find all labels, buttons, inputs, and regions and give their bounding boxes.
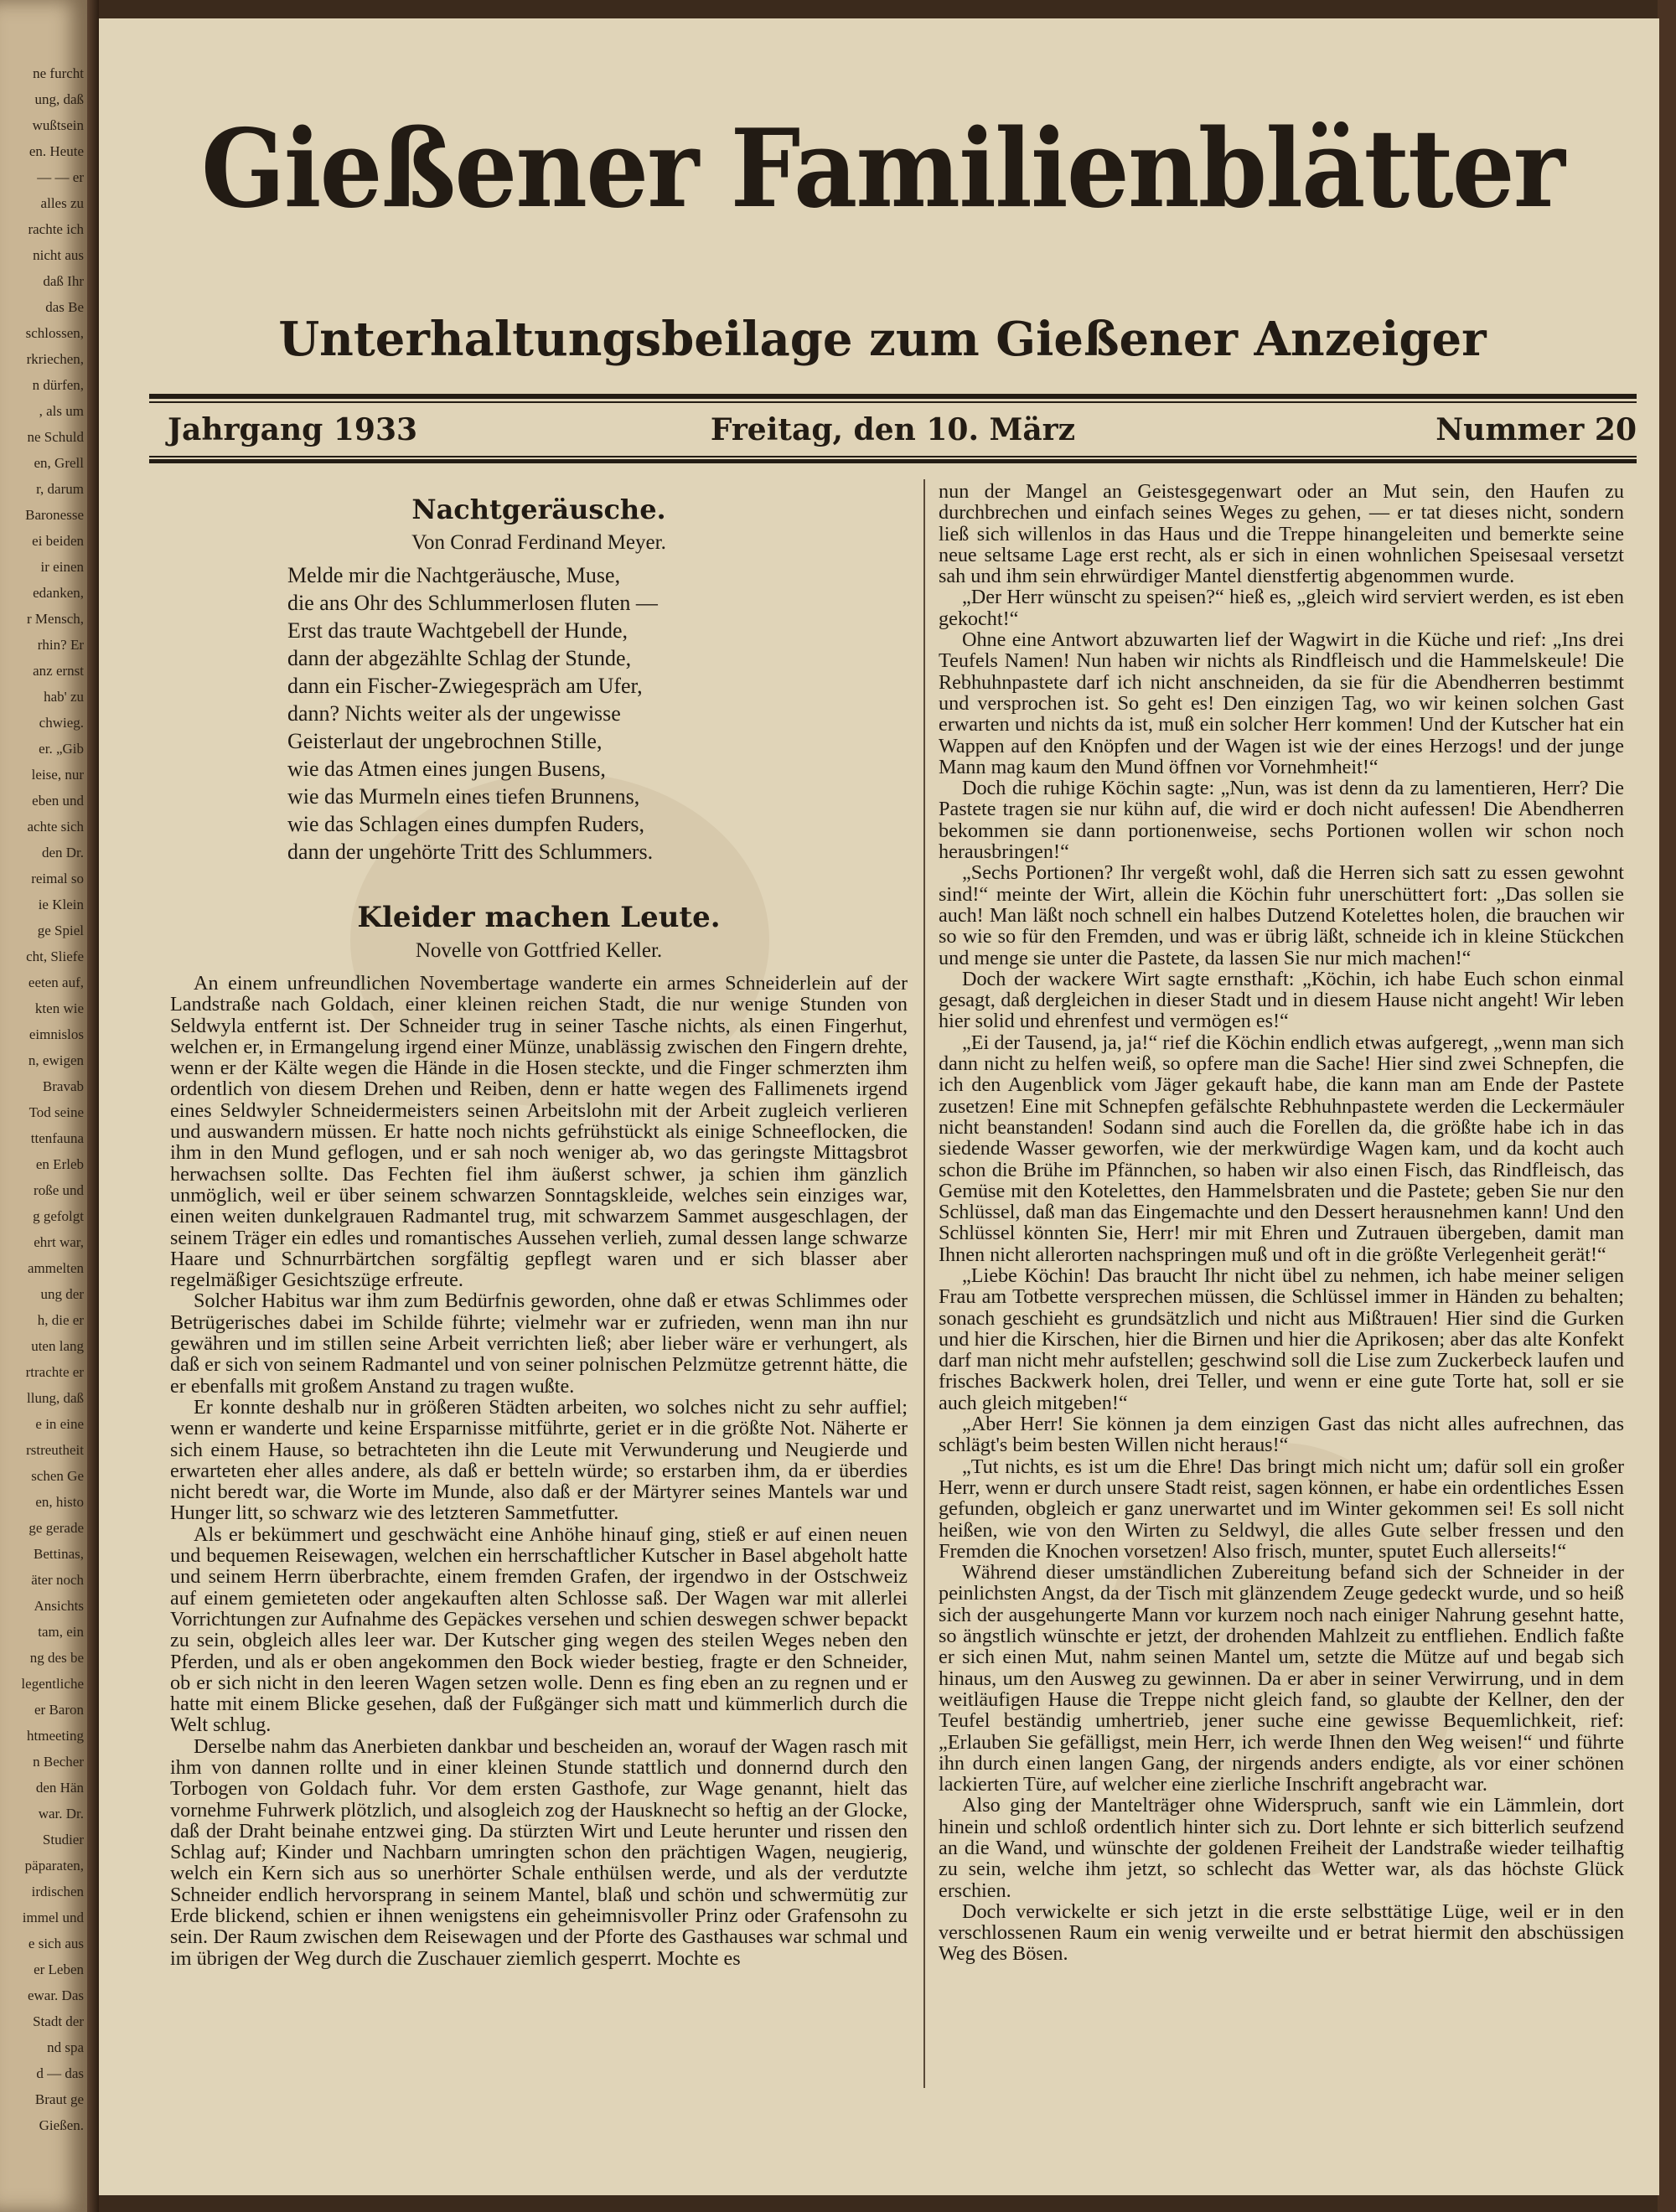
poem-line: wie das Murmeln eines tiefen Brunnens, [287, 784, 640, 809]
story-paragraph: Während dieser umständlichen Zubereitung befand sich der Schneider in der peinlichsten Angst, da der Tisch mit glänzendem Zeuge gedeckt wurde, und so heiß sich der ausgehungerte Mann vor kurzem noch nach einiger Nahrung gesehnt hatte, so ängstlich wünschte er jetzt, der drohenden Mahlzeit zu entfliehen. Endlich faßte er sich einen Mut, nahm seinen Mantel um, setzte die Mütze auf und begab sich hinaus, um den Ausweg zu gewinnen. Da er aber in seiner Verwirrung, und in dem weitläufigen Hause die Treppe nicht gleich fand, so glaubte der Kellner, den der Teufel beständig umhertrieb, jener suche eine gewisse Bequemlichkeit, rief: „Erlauben Sie gefälligst, mein Herr, ich werde Ihnen den Weg weisen!“ und führte ihn durch einen langen Gang, der nirgends anders endigte, als vor einer schönen lackierten Türe, auf welcher eine zierliche Inschrift angebracht war. [939, 1561, 1624, 1796]
previous-page-fragment: rkriechen, [26, 351, 84, 367]
story-paragraph: nun der Mangel an Geistesgegenwart oder an Mut sein, den Haufen zu durchbrechen und einfach seines Weges zu gehen, — er tat dieses nicht, sondern ließ sich willenlos in das Haus und die Treppe hinangeleiten und bemerkte seine neue seltsame Lage erst recht, als er sich in einen wohnlichen Speisesaal versetzt sah und ihm sein ehrwürdiger Mantel dienstfertig abgenommen wurde. [939, 480, 1624, 588]
previous-page-fragment: Bettinas, [34, 1546, 84, 1562]
previous-page-fragment: llung, daß [27, 1390, 84, 1406]
previous-page-fragment: g gefolgt [33, 1208, 84, 1224]
poem-author: Von Conrad Ferdinand Meyer. [411, 531, 666, 554]
issue-date: Freitag, den 10. März [710, 412, 1076, 447]
previous-page-fragment: ung, daß [34, 91, 84, 107]
previous-page-fragment: rachte ich [28, 221, 84, 237]
previous-page-edge [0, 0, 87, 2212]
story-title: Kleider machen Leute. [357, 901, 721, 934]
story-paragraph: Solcher Habitus war ihm zum Bedürfnis geworden, ohne daß er etwas Schlimmes oder Betrügerisches dabei im Schilde führte; vielmehr war er zufrieden, wenn man ihn nur gewähren und im stillen seine Arbeit verrichten ließ; aber lieber wäre er verhungert, als daß er sich von seinem Radmantel und von seiner polnischen Pelzmütze getrennt hätte, die er ebenfalls mit großem Anstand zu tragen wußte. [170, 1289, 908, 1398]
previous-page-fragment: roße und [34, 1182, 84, 1198]
previous-page-fragment: e sich aus [28, 1936, 84, 1951]
previous-page-fragment: den Hän [35, 1780, 84, 1796]
previous-page-fragment: ttenfauna [30, 1130, 84, 1146]
story-paragraph: An einem unfreundlichen Novembertage wanderte ein armes Schneiderlein auf der Landstraße nach Goldach, einer kleinen reichen Stadt, die nur wenige Stunden von Seldwyla entfernt ist. Der Schneider trug in seiner Tasche nichts, als einen Fingerhut, welchen er, in Ermangelung irgend einer Münze, unablässig zwischen den Fingern drehte, wenn er der Kälte wegen die Hände in die Hosen steckte, und die Finger schmerzten ihm ordentlich von diesem Drehen und Reiben, denn er hatte wegen des Fallimenets irgend eines Seldwyler Schneidermeisters seinen Arbeitslohn mit der Arbeit zugleich verlieren und auswandern müssen. Er hatte noch nichts gefrühstückt als einige Schneeflocken, die ihm in den Mund geflogen, und er sah noch weniger ab, wo das geringste Mittagsbrot herwachsen sollte. Das Fechten fiel ihm äußerst schwer, ja schien ihm gänzlich unmöglich, weil er über seinem schwarzen Sonntagskleide, welches sein einziges war, einen weiten dunkelgrauen Radmantel trug, mit schwarzem Sammet ausgeschlagen, der seinem Träger ein edles und romantisches Aussehen verlieh, zumal dessen lange schwarze Haare und Schnurrbärtchen sorgfältig gepflegt waren und er sich blasser aber regelmäßiger Gesichtszüge erfreute. [170, 972, 908, 1292]
poem-line: dann der abgezählte Schlag der Stunde, [287, 646, 632, 670]
previous-page-fragment: htmeeting [27, 1728, 84, 1744]
previous-page-fragment: ammelten [27, 1260, 84, 1276]
previous-page-fragment: ne furcht [33, 65, 84, 81]
poem-line: die ans Ohr des Schlummerlosen fluten — [287, 591, 658, 615]
book-edge [1658, 0, 1676, 2212]
previous-page-fragment: anz ernst [33, 663, 84, 679]
poem-line: wie das Atmen eines jungen Busens, [287, 757, 606, 781]
story-paragraph: „Tut nichts, es ist um die Ehre! Das bringt mich nicht um; dafür soll ein großer Herr, wenn er durch unsere Stadt reist, sagen können, er habe ein ordentliches Essen gefunden, obgleich er ganz unerwartet und im Winter gekommen sei! Es soll nicht heißen, wie von den Wirten zu Seldwyl, die alles Gute selber fressen und den Fremden die Knochen vorsetzen! Also frisch, munter, sputet Euch allerseits!“ [939, 1455, 1624, 1563]
previous-page-fragment: en Erleb [35, 1156, 84, 1172]
previous-page-fragment: Ansichts [34, 1598, 84, 1614]
poem-line: Melde mir die Nachtgeräusche, Muse, [287, 563, 621, 587]
previous-page-fragment: ge Spiel [37, 923, 84, 938]
previous-page-fragment: reimal so [31, 871, 84, 886]
previous-page-fragment: rstreutheit [26, 1442, 84, 1458]
previous-page-fragment: leise, nur [31, 767, 84, 783]
previous-page-fragment: ir einen [40, 559, 84, 575]
previous-page-fragment: — — er [37, 169, 84, 185]
previous-page-fragment: nd spa [47, 2039, 84, 2055]
previous-page-fragment: ung der [40, 1286, 84, 1302]
previous-page-fragment: kten wie [34, 1000, 84, 1016]
previous-page-fragment: chwieg. [39, 715, 84, 731]
previous-page-fragment: den Dr. [41, 845, 84, 861]
previous-page-fragment: eeten auf, [28, 974, 84, 990]
previous-page-fragment: nicht aus [33, 247, 84, 263]
story-paragraph: Doch verwickelte er sich jetzt in die erste selbsttätige Lüge, weil er in den verschlossenen Raum ein wenig verweilte und er betrat hiermit den abschüssigen Weg des Bösen. [939, 1899, 1624, 1966]
previous-page-fragment: legentliche [21, 1676, 84, 1692]
previous-page-fragment: das Be [45, 299, 84, 315]
previous-page-fragment: ne Schuld [27, 429, 84, 445]
previous-page-fragment: päparaten, [24, 1858, 84, 1873]
previous-page-fragment: e in eine [35, 1416, 84, 1432]
story-text-col1 [170, 973, 908, 1969]
volume-year: Jahrgang 1933 [168, 412, 418, 447]
previous-page-fragment: er. „Gib [39, 741, 84, 757]
previous-page-fragment: Braut ge [34, 2091, 84, 2107]
left-column [170, 479, 908, 1969]
previous-page-fragment: rhin? Er [37, 637, 84, 653]
story-paragraph: Er konnte deshalb nur in größeren Städten arbeiten, wo solches nicht zu sehr auffiel; wenn er wanderte und keine Ersparnisse mitführte, geriet er in die größte Not. Näherte er sich einem Hause, so betrachteten ihn die Leute mit Verwunderung und Neugierde und erwarteten eher alles andere, als daß er betteln würde; so erstarben ihm, da er überdies nicht beredt war, die Worte im Munde, also daß er der Märtyrer seines Mantels war und Hunger litt, so schwarz wie des letzteren Sammetfutter. [170, 1395, 908, 1525]
binding-gutter [87, 0, 99, 2212]
story-paragraph: Derselbe nahm das Anerbieten dankbar und bescheiden an, worauf der Wagen rasch mit ihm von dannen rollte und in einer kleinen Stunde stattlich und donnernd durch den Torbogen von Goldach fuhr. Vor dem ersten Gasthofe, zur Wage genannt, hielt das vornehme Fuhrwerk plötzlich, und alsogleich zog der Hausknecht so heftig an der Glocke, daß der Draht beinahe entzwei ging. Da stürzten Wirt und Leute herunter und rissen den Schlag auf; Kinder und Nachbarn umringten schon den prächtigen Wagen, neugierig, welch ein Kern sich aus so unerhörter Schale enthülsen werde, und als der verdutzte Schneider endlich hervorsprang in seinem Mantel, blaß und schön und schwermütig zur Erde blickend, schien er ihnen wenigstens ein geheimnisvoller Prinz oder Grafensohn zu sein. Der Raum zwischen dem Reisewagen und der Pforte des Gasthauses war schmal und im übrigen der Weg durch die Zuschauer ziemlich gesperrt. Mochte es [170, 1734, 908, 1970]
previous-page-fragment: ewar. Das [27, 1987, 84, 2003]
poem-line: Geisterlaut der ungebrochnen Stille, [287, 729, 603, 753]
previous-page-fragment: äter noch [31, 1572, 84, 1588]
previous-page-fragment: n Becher [33, 1754, 84, 1770]
previous-page-fragment: en, histo [35, 1494, 84, 1510]
poem-title: Nachtgeräusche. [411, 494, 666, 525]
previous-page-fragment: schlossen, [25, 325, 84, 341]
previous-page-fragment: daß Ihr [43, 273, 84, 289]
previous-page-fragment: d — das [36, 2065, 84, 2081]
previous-page-fragment: ie Klein [38, 897, 84, 912]
previous-page-fragment: immel und [22, 1910, 84, 1925]
previous-page-fragment: uten lang [31, 1338, 84, 1354]
previous-page-fragment: tam, ein [38, 1624, 84, 1640]
story-paragraph: Als er bekümmert und geschwächt eine Anhöhe hinauf ging, stieß er auf einen neuen und bequemen Reisewagen, welchen ein herrschaftlicher Kutscher in Basel abgeholt hatte und seinem Herrn überbrachte, einem fremden Grafen, der irgendwo in der Ostschweiz auf einem gemieteten oder angekauften alten Schlosse saß. Der Wagen war mit allerlei Vorrichtungen zur Aufnahme des Gepäckes versehen und schien deswegen schwer bepackt zu sein, obgleich alles leer war. Der Kutscher ging wegen des steilen Weges neben den Pferden, und als er oben angekommen den Bock wieder bestieg, fragte er den Schneider, ob er sich nicht in den leeren Wagen setzen wolle. Denn es fing eben an zu regnen und er hatte mit einem Blicke gesehen, daß der Fußgänger sich matt und kümmerlich durch die Welt schlug. [170, 1522, 908, 1737]
poem-line: dann? Nichts weiter als der ungewisse [287, 701, 621, 726]
previous-page-fragment: Bravab [42, 1078, 84, 1094]
previous-page-fragment: er Baron [34, 1702, 84, 1718]
story-paragraph: Ohne eine Antwort abzuwarten lief der Wagwirt in die Küche und rief: „Ins drei Teufels Namen! Nun haben wir nichts als Rindfleisch und die Hammelskeule! Die Rebhuhnpastete darf ich nicht anschneiden, da sie für die Abendherren bestimmt und versprochen ist. So geht es! Den einzigen Tag, wo wir keinen solchen Gast erwarten und nichts da ist, muß ein solcher Herr kommen! Und der Kutscher hat ein Wappen auf den Knöpfen und der Wagen ist wie der eines Herzogs! und der junge Mann mag kaum den Mund öffnen vor Vornehmheit!“ [939, 628, 1624, 778]
previous-page-fragment: Tod seine [28, 1104, 84, 1120]
previous-page-fragment: er Leben [34, 1961, 84, 1977]
previous-page-fragment: ei beiden [32, 533, 84, 549]
top-rule [149, 394, 1637, 399]
issue-number: Nummer 20 [1435, 412, 1637, 447]
story-paragraph: Doch der wackere Wirt sagte ernsthaft: „Köchin, ich habe Euch schon einmal gesagt, daß dergleichen in dieser Stadt und in diesem Hause nicht angeht! Wir leben hier solid und ehrenfest und vermögen es!“ [939, 967, 1624, 1033]
previous-page-fragment: hab' zu [44, 689, 84, 705]
previous-page-fragment: schen Ge [31, 1468, 84, 1484]
right-column [939, 481, 1624, 1965]
previous-page-fragment: eben und [32, 793, 84, 809]
previous-page-fragment: n, ewigen [28, 1052, 84, 1068]
previous-page-fragment: alles zu [40, 195, 84, 211]
previous-page-fragment: , als um [39, 403, 84, 419]
poem-line: dann ein Fischer-Zwiegespräch am Ufer, [287, 674, 643, 698]
column-divider [923, 479, 925, 2088]
bottom-rule-thin [149, 456, 1637, 457]
previous-page-fragment: rtrachte er [25, 1364, 84, 1380]
previous-page-fragment: wußtsein [32, 117, 84, 133]
story-paragraph: Doch die ruhige Köchin sagte: „Nun, was ist denn da zu lamentieren, Herr? Die Pastete tragen sie nur kühn auf, die wird er doch nicht aufessen! Die Abendherren bekommen sie dann portionenweise, sechs Portionen wollen wir schon noch herausbringen!“ [939, 777, 1624, 864]
previous-page-fragment: war. Dr. [38, 1806, 84, 1822]
poem-body [287, 561, 908, 866]
previous-page-fragment: Stadt der [33, 2013, 84, 2029]
previous-page-fragment: edanken, [33, 585, 84, 601]
bottom-rule [149, 459, 1637, 463]
previous-page-fragment: Studier [42, 1832, 84, 1848]
previous-page-fragment: ge gerade [28, 1520, 84, 1536]
poem-line: dann der ungehörte Tritt des Schlummers. [287, 840, 654, 864]
story-subtitle: Novelle von Gottfried Keller. [415, 939, 663, 962]
masthead-subtitle: Unterhaltungsbeilage zum Gießener Anzeiger [278, 312, 1487, 367]
previous-page-fragment: cht, Sliefe [26, 948, 84, 964]
previous-page-fragment: Gießen. [39, 2117, 84, 2133]
previous-page-fragment: ng des be [29, 1650, 84, 1666]
previous-page-fragment: achte sich [27, 819, 84, 835]
dateline [149, 406, 1637, 453]
story-paragraph: „Ei der Tausend, ja, ja!“ rief die Köchin endlich etwas aufgeregt, „wenn man sich dann nicht zu helfen weiß, so opfere man die Sache! Hier sind zwei Schnepfen, die ich den Augenblick vom Jäger gekauft habe, die kann man am Ende der Pastete zusetzen! Eine mit Schnepfen gefälschte Rebhuhnpastete werden die Leckermäuler nicht beanstanden! Sodann sind auch die Forellen da, die größte habe ich in das siedende Wasser geworfen, wie der merkwürdige Wagen kam, und da kocht auch schon die Brühe im Pfännchen, so haben wir also einen Fisch, das Rindfleisch, das Gemüse mit den Kotelettes, den Hammelsbraten und die Pastete; geben Sie nur den Schlüssel, daß man das Eingemachte und den Dessert herausnehmen kann! Und den Schlüssel könnten Sie, Herr! mir mit Ehren und Zutrauen übergeben, damit man Ihnen nicht allerorten nachspringen muß und oft in die größte Verlegenheit gerät!“ [939, 1031, 1624, 1266]
previous-page-fragment: r Mensch, [27, 611, 84, 627]
story-paragraph: „Liebe Köchin! Das braucht Ihr nicht übel zu nehmen, ich habe meiner seligen Frau am Totbette versprechen müssen, die Schlüssel immer in Händen zu behalten; sonach geschieht es grundsätzlich und nicht aus Mißtrauen! Hier sind die Gurken und hier die Kirschen, hier die Birnen und hier die Aprikosen; aber das alte Konfekt darf man nicht mehr aufstellen; geschwind soll die Lise zum Zuckerbeck laufen und frisches Backwerk holen, drei Teller, und wenn er eine gute Torte hat, soll er sie auch gleich mitgeben!“ [939, 1264, 1624, 1414]
story-paragraph: „Aber Herr! Sie können ja dem einzigen Gast das nicht alles aufrechnen, das schlägt's beim besten Willen nicht heraus!“ [939, 1413, 1624, 1457]
story-paragraph: „Der Herr wünscht zu speisen?“ hieß es, „gleich wird serviert werden, es ist eben gekocht!“ [939, 586, 1624, 630]
newspaper-page [99, 18, 1659, 2195]
previous-page-fragment: h, die er [37, 1312, 84, 1328]
previous-page-fragment: r, darum [36, 481, 84, 497]
previous-page-fragment: eimnislos [28, 1026, 84, 1042]
previous-page-fragment: en, Grell [34, 455, 84, 471]
story-paragraph: Also ging der Mantelträger ohne Widerspruch, sanft wie ein Lämmlein, dort hinein und schloß ordentlich hinter sich zu. Dort lehnte er sich bitterlich seufzend an die Wand, und wünschte der goldenen Freiheit der Landstraße wieder teilhaftig zu sein, welche ihm jetzt, so schlecht das Wetter war, als das höchste Glück erschien. [939, 1794, 1624, 1902]
previous-page-fragment: irdischen [31, 1884, 84, 1899]
poem-line: Erst das traute Wachtgebell der Hunde, [287, 618, 628, 643]
previous-page-fragment: en. Heute [28, 143, 84, 159]
previous-page-fragment: ehrt war, [34, 1234, 84, 1250]
previous-page-fragment: Baronesse [25, 507, 84, 523]
top-rule-thin [149, 401, 1637, 403]
story-paragraph: „Sechs Portionen? Ihr vergeßt wohl, daß die Herren sich satt zu essen gewohnt sind!“ meinte der Wirt, allein die Köchin fuhr unerschüttert fort: „Das sollen sie auch! Man läßt noch schnell ein halbes Dutzend Kotelettes holen, die brauchen wir so wie so für den Fremden, und was er übrig läßt, schneide ich in kleine Stückchen und menge sie unter die Pastete, da lassen Sie nur mich machen!“ [939, 861, 1624, 969]
story-text-col2 [939, 481, 1624, 1965]
poem-line: wie das Schlagen eines dumpfen Ruders, [287, 812, 645, 836]
previous-page-fragment: n dürfen, [32, 377, 84, 393]
masthead-title: Gießener Familienblätter [201, 106, 1564, 232]
